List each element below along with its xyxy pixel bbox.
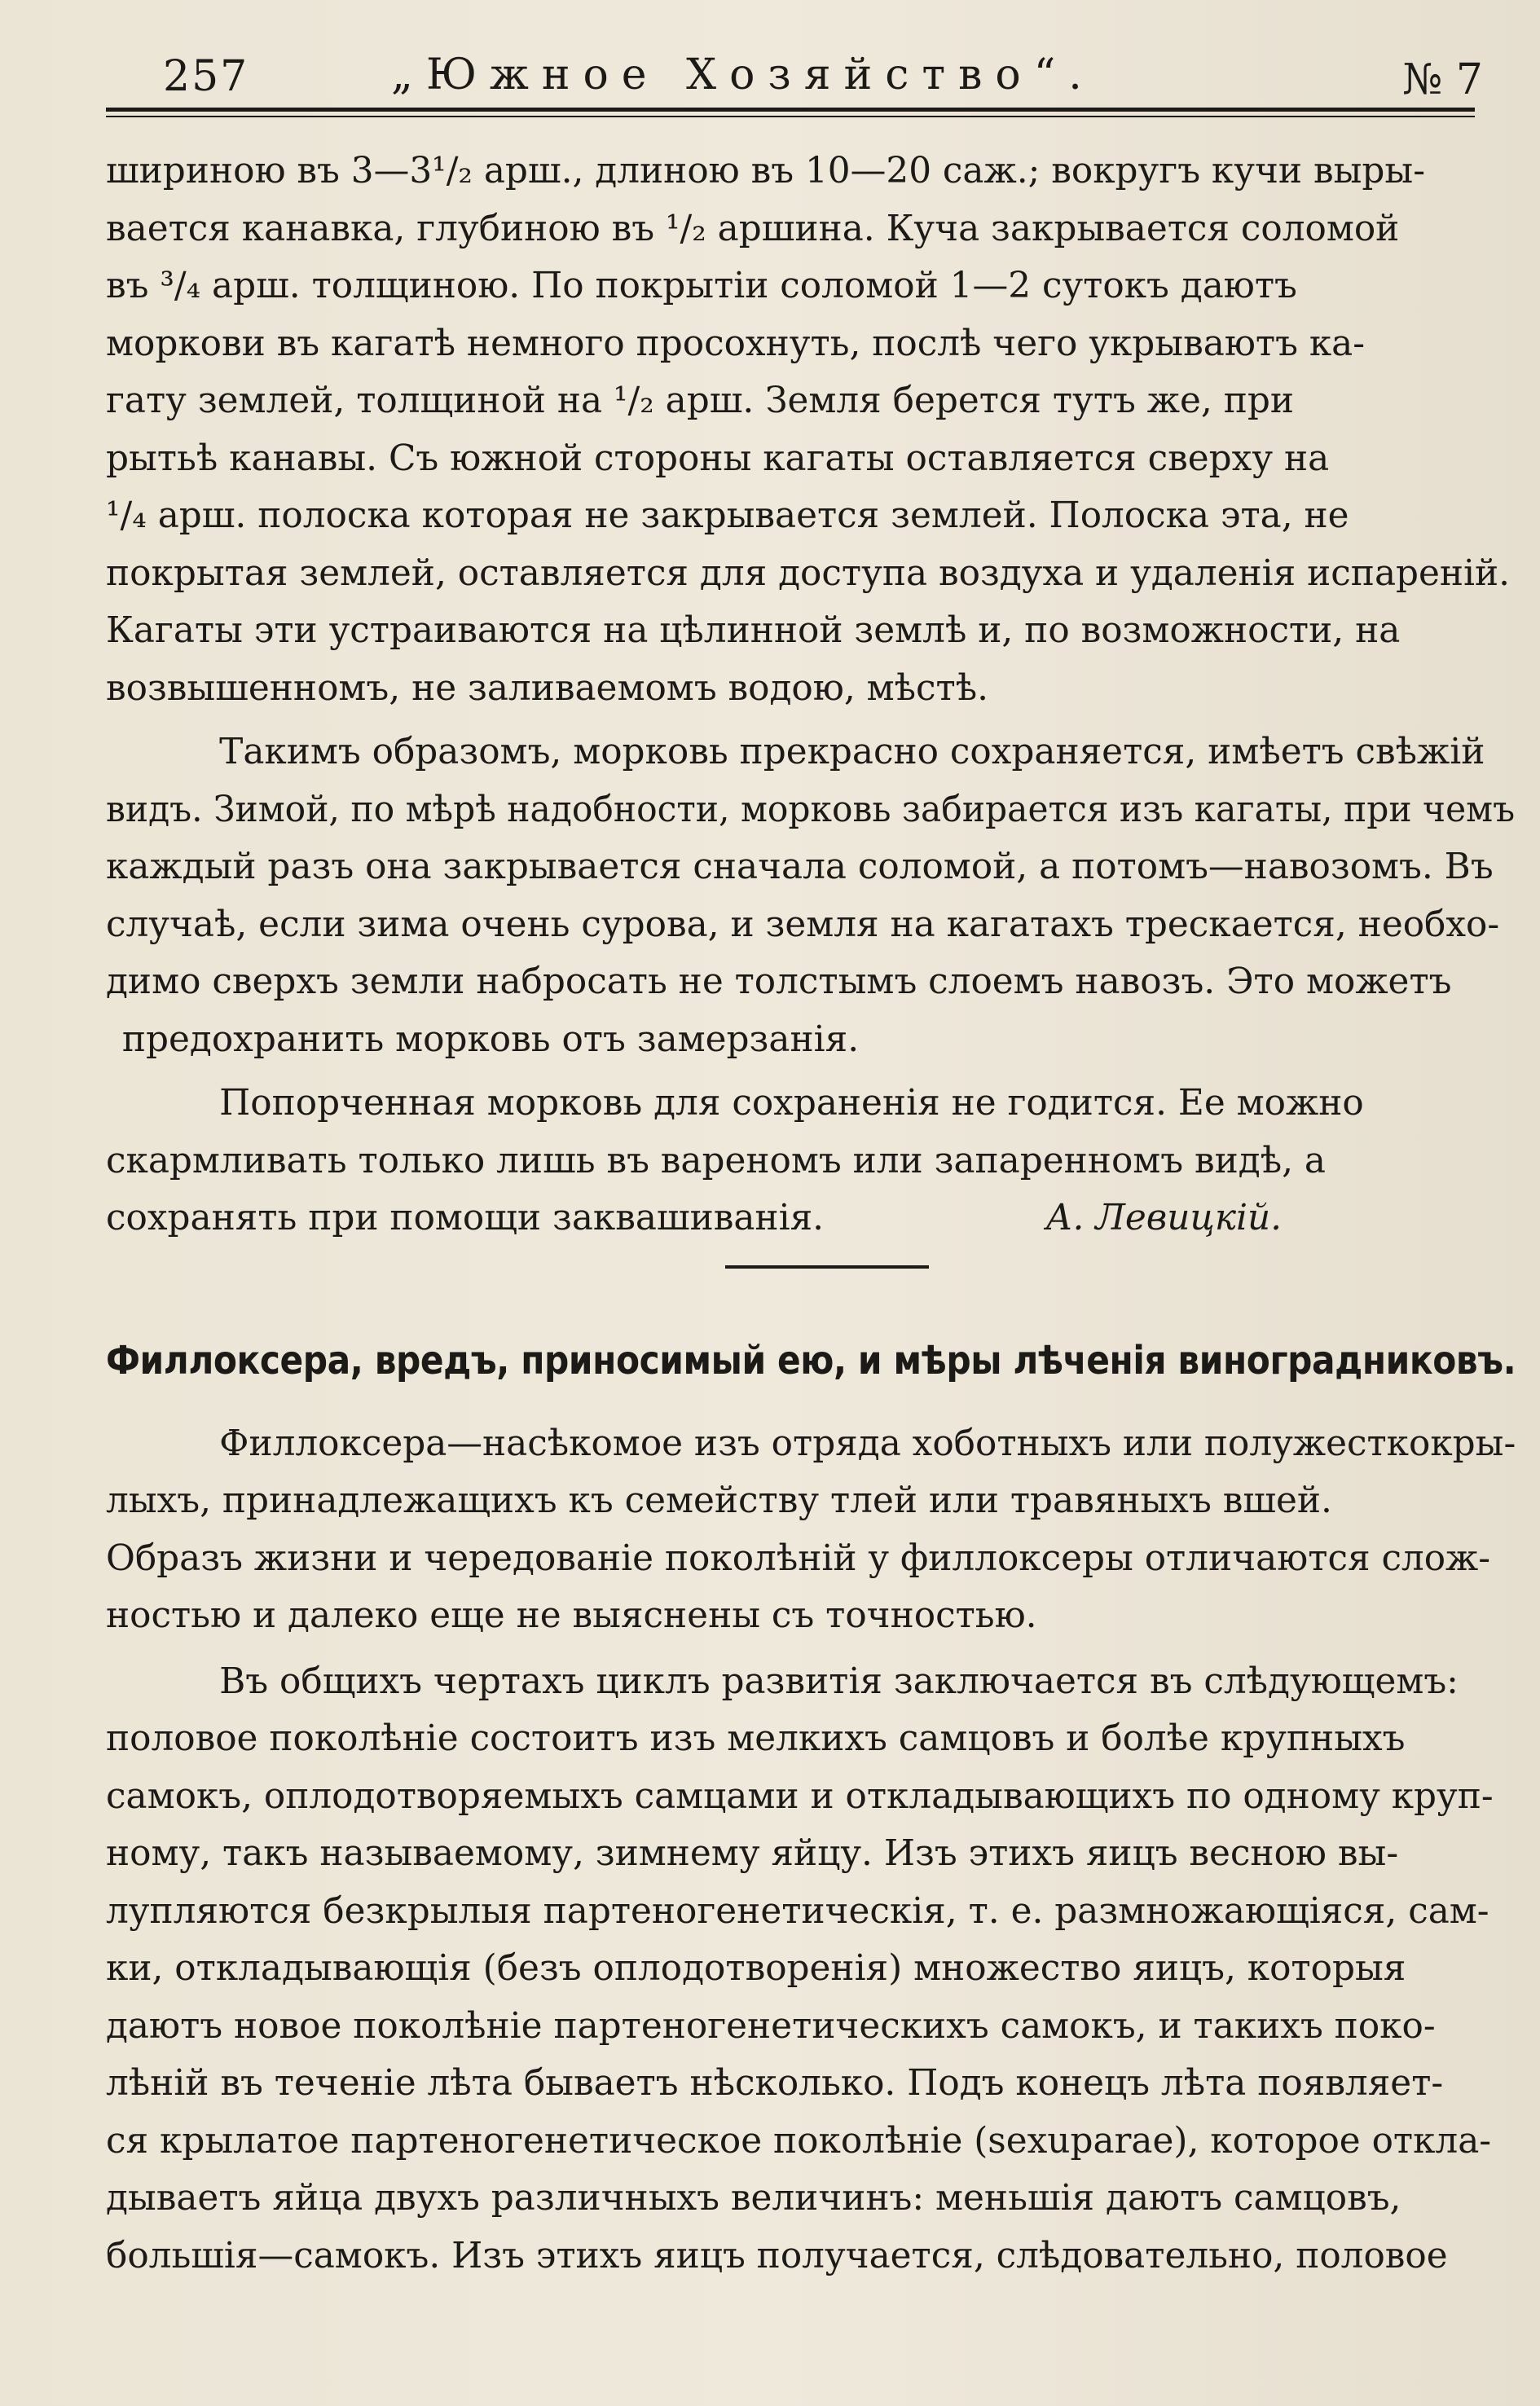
article-heading: Филлоксера, вредъ, приносимый ею, и мѣры лѣченія виноградниковъ. [106,1337,1516,1383]
paragraph [106,143,1524,717]
paragraph [106,1415,1524,1645]
text-line: ному, такъ называемому, зимнему яйцу. Изъ этихъ яицъ весною вы- [106,1832,1399,1874]
text-line: въ ³/₄ арш. толщиною. По покрытіи соломой 1—2 сутокъ даютъ [106,265,1297,306]
text-line: Такимъ образомъ, морковь прекрасно сохраняется, имѣетъ свѣжій [219,731,1485,772]
text-line: возвышенномъ, не заливаемомъ водою, мѣстѣ. [106,666,989,709]
text-line: гату землей, толщиной на ¹/₂ арш. Земля берется тутъ же, при [106,380,1295,421]
header-rule-thin [106,116,1475,117]
text-line: Въ общихъ чертахъ циклъ развитія заключается въ слѣдующемъ: [219,1660,1459,1702]
text-line: большія—самокъ. Изъ этихъ яицъ получается, слѣдовательно, половое [106,2234,1448,2276]
paragraph [106,1653,1524,2285]
text-line: ки, откладывающія (безъ оплодотворенія) множество яицъ, которыя [106,1947,1406,1989]
issue-number: № 7 [1402,55,1483,104]
page-body [106,143,1524,2285]
text-fragment: сохранять при помощи заквашиванія. [106,1197,825,1238]
section-divider [725,1265,929,1283]
paragraph [106,1075,1524,1247]
text-line: димо сверхъ земли набросать не толстымъ слоемъ навозъ. Это можетъ [106,961,1452,1002]
text-line: рытьѣ канавы. Съ южной стороны кагаты оставляется сверху на [106,437,1330,479]
text-line: Кагаты эти устраиваются на цѣлинной землѣ и, по возможности, на [106,609,1401,651]
article-phylloxera [106,1324,1524,2285]
text-line: ¹/₄ арш. полоска которая не закрывается землей. Полоска эта, не [106,495,1349,536]
header-rule [106,108,1475,112]
text-line: даютъ новое поколѣніе партеногенетическихъ самокъ, и такихъ поко- [106,2004,1436,2047]
journal-title: „Южное Хозяйство“. [391,51,1095,99]
text-line: Попорченная морковь для сохраненія не годится. Ее можно [219,1082,1364,1124]
text-line [106,1190,1516,1247]
text-line: лѣній въ теченіе лѣта бываетъ нѣсколько. Подъ конецъ лѣта появляет- [106,2062,1444,2104]
text-line: покрытая землей, оставляется для доступа воздуха и удаленія испареній. [106,552,1511,594]
text-line: скармливать только лишь въ вареномъ или запаренномъ видѣ, а [106,1139,1326,1181]
text-line: ностью и далеко еще не выяснены съ точностью. [106,1594,1037,1636]
page-number: 257 [163,52,249,101]
page-header [106,34,1483,116]
text-line: ся крылатое партеногенетическое поколѣніе (sexuparae), которое откла- [106,2119,1492,2162]
text-line: дываетъ яйца двухъ различныхъ величинъ: меньшія даютъ самцовъ, [106,2177,1401,2219]
text-line: Образъ жизни и чередованіе поколѣній у филлоксеры отличаются слож- [106,1537,1491,1579]
article-carrot-storage [106,143,1524,1283]
text-line: самокъ, оплодотворяемыхъ самцами и откладывающихъ по одному круп- [106,1775,1494,1817]
text-line: видъ. Зимой, по мѣрѣ надобности, морковь забирается изъ кагаты, при чемъ [106,788,1516,830]
author-signature: А. Левицкій. [1045,1197,1283,1238]
spacer [106,1397,1524,1415]
text-line: случаѣ, если зима очень сурова, и земля на кагатахъ трескается, необхо- [106,903,1500,945]
text-line: вается канавка, глубиною въ ¹/₂ аршина. Куча закрывается соломой [106,207,1400,249]
text-line: лыхъ, принадлежащихъ къ семейству тлей или травяныхъ вшей. [106,1480,1332,1521]
paragraph [106,724,1524,1068]
text-line: лупляются безкрылыя партеногенетическія, т. е. размножающіяся, сам- [106,1889,1489,1932]
text-line: каждый разъ она закрывается сначала соломой, а потомъ—навозомъ. Въ [106,846,1494,887]
text-line: моркови въ кагатѣ немного просохнуть, послѣ чего укрываютъ ка- [106,322,1366,364]
text-line: шириною въ 3—3¹/₂ арш., длиною въ 10—20 саж.; вокругъ кучи выры- [106,150,1425,191]
text-line: предохранить морковь отъ замерзанія. [121,1018,860,1060]
text-line: Филлоксера—насѣкомое изъ отряда хоботныхъ или полужесткокры- [219,1422,1516,1464]
text-line: половое поколѣніе состоитъ изъ мелкихъ самцовъ и болѣе крупныхъ [106,1718,1406,1759]
